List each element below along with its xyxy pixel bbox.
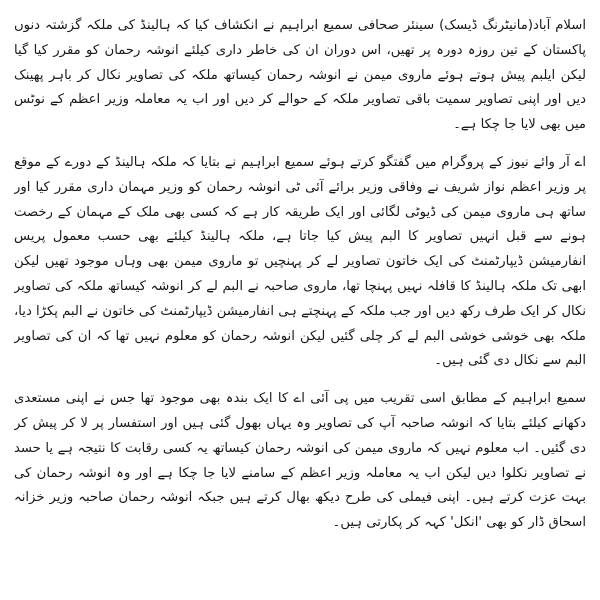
article-body: [14, 14, 586, 590]
article-paragraph-2: اے آر وائے نیوز کے پروگرام میں گفتگو کرتے ہوئے سمیع ابراہیم نے بتایا کہ ملکہ ہالینڈ کے دورے کے موقع پر وزیر اعظم نواز شریف نے وفاقی وزیر برائے آئی ٹی انوشہ رحمان کو وزیر مہمان داری مقرر کیا اور ساتھ ہی ماروی میمن کی ڈیوٹی لگائی اور ایک طریقہ کار ہے کہ کسی بھی ملک کے مہمان کے رخصت ہونے سے قبل انہیں تصاویر کا البم پیش کیا جاتا ہے، ملکہ ہالینڈ کیلئے بھی حسب معمول پریس انفارمیشن ڈیپارٹمنٹ کی ایک خاتون تصاویر لے کر پہنچیں تو ماروی میمن بھی وہاں موجود تھیں لیکن ابھی تک ملکہ ہالینڈ کا قافلہ نہیں پہنچا تھا، ماروی صاحبہ نے البم لے کر انوشہ کیساتھ ملکہ کی تصاویر نکال کر ایک طرف رکھ دیں اور جب ملکہ کے پہنچتے ہی انفارمیشن ڈیپارٹمنٹ کی خاتون نے البم پکڑا دیا، ملکہ بھی خوشی خوشی البم لے کر چلی گئیں لیکن انوشہ رحمان کو معلوم نہیں تھا کہ ان کی تصاویر البم سے نکال دی گئی ہیں۔: [14, 154, 586, 369]
article-paragraph-3: سمیع ابراہیم کے مطابق اسی تقریب میں پی آئی اے کا ایک بندہ بھی موجود تھا جس نے اپنی مستعدی دکھانے کیلئے بتایا کہ انوشہ صاحبہ آپ کی تصاویر وہ یہاں بھول گئی ہیں اور استفسار پر لا کر پیش کر دی گئیں۔ اب معلوم نہیں کہ ماروی میمن کی انوشہ رحمان کیساتھ یہ کسی رقابت کا نتیجہ ہے یا حسد نے تصاویر نکلوا دیں لیکن اب یہ معاملہ وزیر اعظم کے سامنے لایا جا چکا ہے اور وہ انوشہ رحمان کی بہت عزت کرتے ہیں۔ اپنی فیملی کی طرح دیکھ بھال کرتے ہیں جبکہ انوشہ رحمان صاحبہ وزیر خزانہ اسحاق ڈار کو بھی 'انکل' کہہ کر پکارتی ہیں۔: [14, 391, 586, 531]
article-paragraph-1: اسلام آباد(مانیٹرنگ ڈیسک) سینئر صحافی سمیع ابراہیم نے انکشاف کیا کہ ہالینڈ کی ملکہ گزشتہ دنوں پاکستان کے تین روزہ دورہ پر تھیں، اس دوران ان کی خاطر داری کیلئے انوشہ رحمان کو مقرر کیا گیا لیکن ایلبم پیش ہوتے ہوئے ماروی میمن نے انوشہ رحمان کیساتھ ملکہ کی تصاویر نکال کر باہر پھینک دیں اور اپنی تصاویر سمیت باقی تصاویر ملکہ کے حوالے کر دیں اور اب یہ معاملہ وزیر اعظم کے نوٹس میں بھی لایا جا چکا ہے۔: [14, 18, 586, 133]
